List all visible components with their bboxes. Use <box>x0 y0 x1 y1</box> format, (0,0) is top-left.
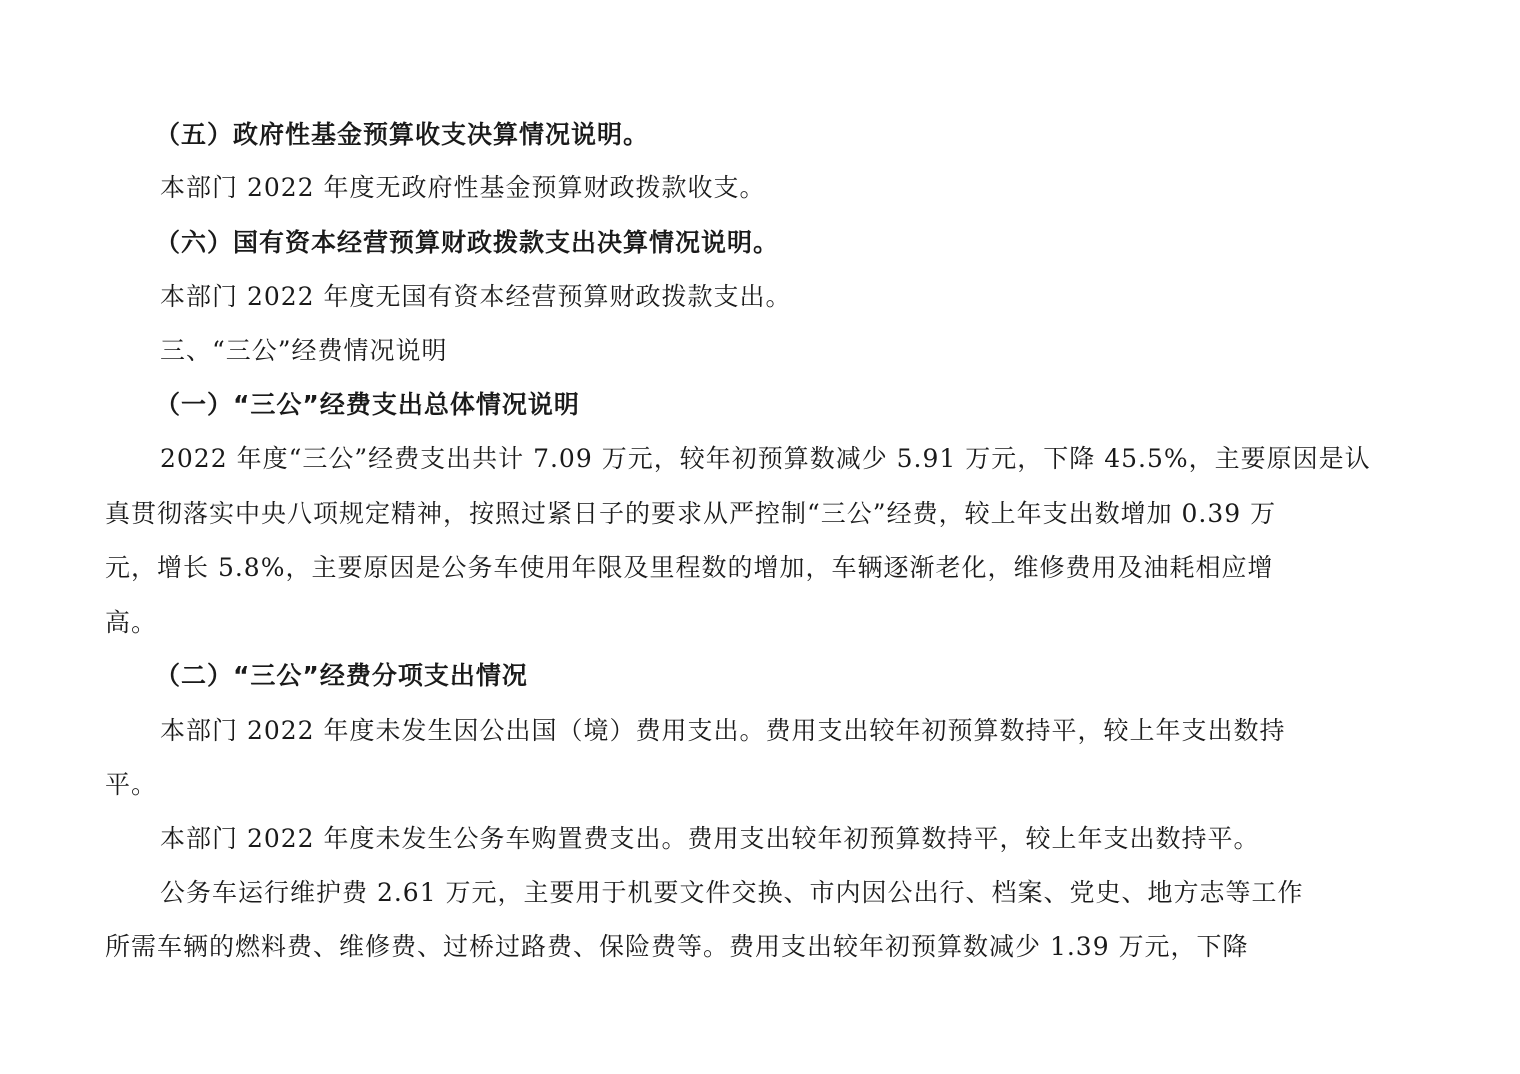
section-title-three: 三、“三公”经费情况说明 <box>160 336 448 365</box>
paragraph-line: 元，增长 5.8%，主要原因是公务车使用年限及里程数的增加，车辆逐渐老化，维修费用及油耗相应增 <box>105 553 1274 582</box>
subsection-heading-2: （二）“三公”经费分项支出情况 <box>155 661 528 690</box>
paragraph-line: 所需车辆的燃料费、维修费、过桥过路费、保险费等。费用支出较年初预算数减少 1.39 万元，下降 <box>105 932 1249 961</box>
paragraph-line: 本部门 2022 年度无政府性基金预算财政拨款收支。 <box>160 173 766 202</box>
section-heading-5: （五）政府性基金预算收支决算情况说明。 <box>155 120 650 149</box>
subsection-heading-1: （一）“三公”经费支出总体情况说明 <box>155 390 580 419</box>
paragraph-line: 本部门 2022 年度未发生公务车购置费支出。费用支出较年初预算数持平，较上年支出数持平。 <box>160 824 1260 853</box>
paragraph-line: 真贯彻落实中央八项规定精神，按照过紧日子的要求从严控制“三公”经费，较上年支出数增加 0.39 万 <box>105 499 1277 528</box>
paragraph-line: 本部门 2022 年度无国有资本经营预算财政拨款支出。 <box>160 282 792 311</box>
paragraph-line: 高。 <box>105 608 158 637</box>
paragraph-line: 平。 <box>105 770 158 799</box>
paragraph-line: 本部门 2022 年度未发生因公出国（境）费用支出。费用支出较年初预算数持平，较上年支出数持 <box>160 716 1286 745</box>
section-heading-6: （六）国有资本经营预算财政拨款支出决算情况说明。 <box>155 228 780 257</box>
paragraph-line: 公务车运行维护费 2.61 万元，主要用于机要文件交换、市内因公出行、档案、党史、地方志等工作 <box>160 878 1304 907</box>
paragraph-line: 2022 年度“三公”经费支出共计 7.09 万元，较年初预算数减少 5.91 万元，下降 45.5%，主要原因是认 <box>160 444 1371 473</box>
